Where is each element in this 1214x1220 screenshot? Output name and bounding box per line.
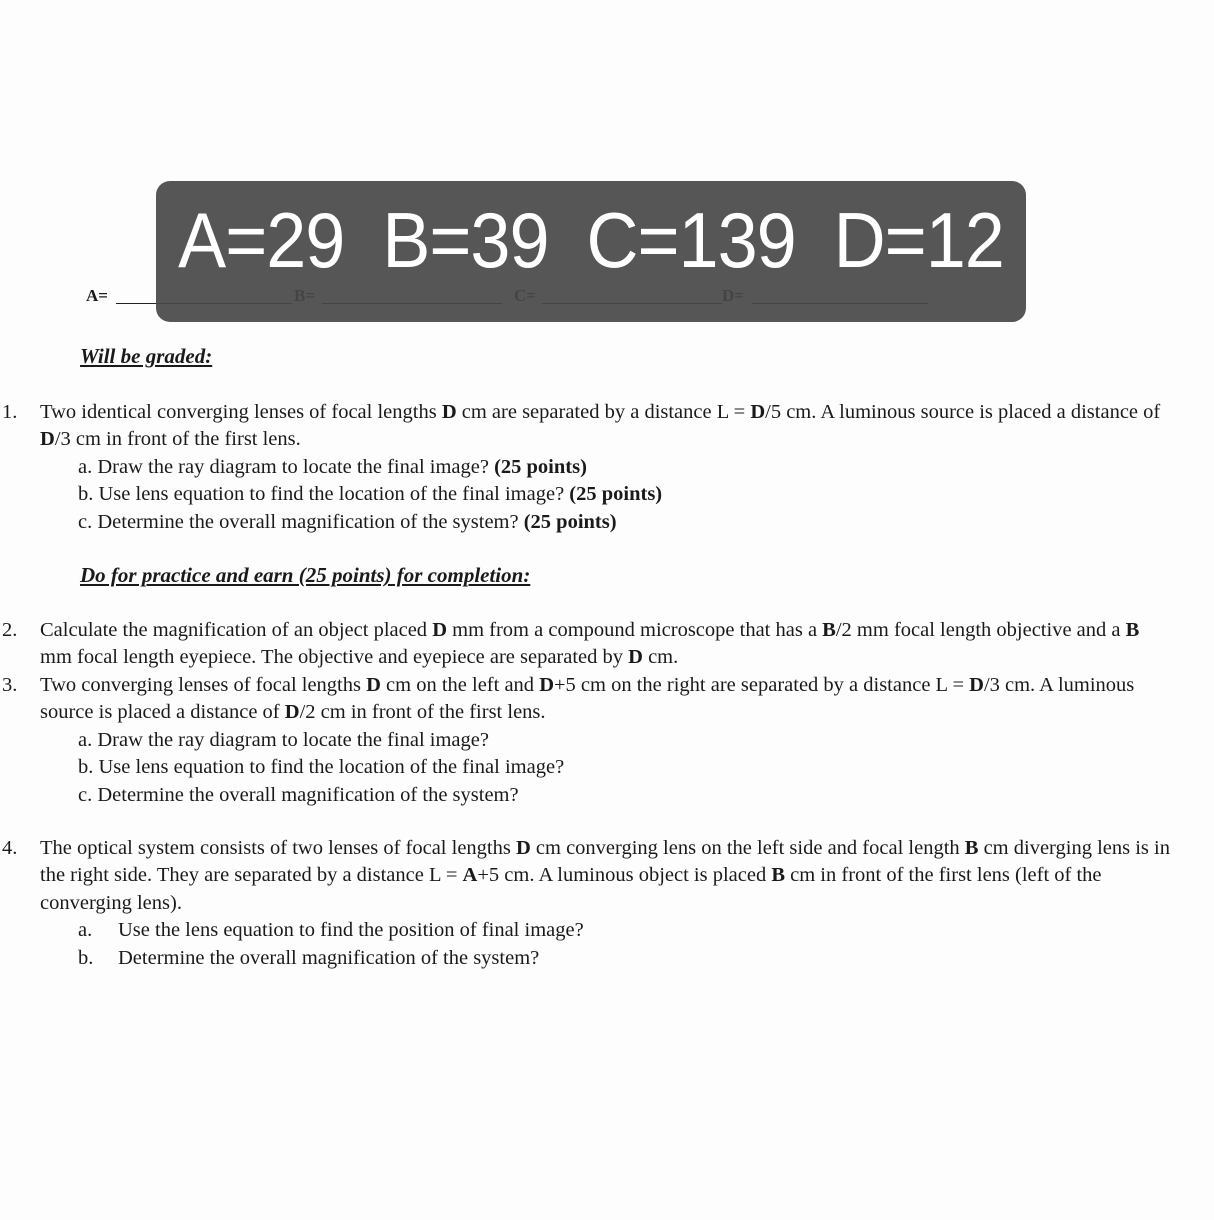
question-2-text (40, 617, 1172, 672)
variable-ref: D (515, 837, 531, 859)
text-run: +5 cm. A luminous object is placed (477, 864, 772, 887)
question-1-number: 1. (2, 401, 18, 423)
text-run: cm diverging lens is in the right side. They are separated by a distance L = (40, 837, 1170, 887)
question-3-text (40, 672, 1172, 727)
text-run: Two converging lenses of focal lengths (40, 674, 367, 696)
question-1-part-a (78, 454, 587, 481)
text-run: /3 cm in front of the first lens. (54, 428, 301, 451)
text-run: cm are separated by a distance L = (456, 401, 751, 423)
question-1-part-b-points: (25 points) (569, 483, 663, 505)
question-1-text (40, 399, 1172, 454)
question-1-part-c-text: c. Determine the overall magnification of the system? (78, 511, 524, 533)
question-4-part-a (78, 917, 584, 944)
text-run: cm in front of the first lens (left of the converging lens). (40, 864, 1102, 914)
question-3-number: 3. (2, 674, 18, 696)
values-overlay-text: A=29 B=39 C=139 D=12 (178, 197, 1004, 285)
text-run: Calculate the magnification of an object placed (40, 619, 433, 641)
text-run: +5 cm on the right are separated by a distance L = (554, 674, 970, 696)
question-4-part-b-letter: b. (78, 947, 94, 969)
variable-ref: D (441, 401, 457, 423)
text-run: cm. (642, 646, 679, 669)
variable-ref: D (539, 674, 554, 696)
question-1-part-c (78, 509, 617, 536)
text-run: Two identical converging lenses of focal lengths (40, 401, 442, 423)
question-3-part-a: a. Draw the ray diagram to locate the final image? (78, 729, 489, 751)
variable-ref: B (1125, 619, 1140, 641)
question-4-number: 4. (2, 837, 18, 859)
question-1-part-a-text: a. Draw the ray diagram to locate the final image? (78, 456, 495, 478)
variable-ref: B (771, 864, 786, 887)
graded-heading: Will be graded: (80, 344, 213, 368)
text-run: mm focal length eyepiece. The objective and eyepiece are separated by (40, 646, 629, 669)
question-1-part-b-text: b. Use lens equation to find the location of the final image? (78, 483, 570, 505)
variable-ref: D (366, 674, 381, 696)
variable-ref: A (462, 864, 478, 887)
variable-ref: D (750, 401, 766, 423)
variable-ref: D (628, 646, 643, 669)
variable-ref: B (822, 619, 836, 641)
question-1-part-a-points: (25 points) (494, 456, 587, 478)
question-4-part-b-text: Determine the overall magnification of the system? (118, 947, 540, 969)
text-run: /5 cm. A luminous source is placed a distance of (765, 401, 1161, 423)
blank-label-a: A= (86, 286, 108, 305)
text-run: The optical system consists of two lenses of focal lengths (40, 837, 516, 859)
variable-ref: D (432, 619, 447, 641)
text-run: cm on the left and (380, 674, 540, 696)
text-run: /3 cm. A luminous source is placed a distance of (40, 674, 1135, 724)
question-4-part-a-text: Use the lens equation to find the position of final image? (118, 919, 584, 941)
question-2-number: 2. (2, 619, 18, 641)
question-4-part-b (78, 945, 539, 972)
values-overlay (156, 181, 1026, 322)
question-3-part-c: c. Determine the overall magnification of the system? (78, 784, 519, 806)
question-1-part-c-points: (25 points) (523, 511, 617, 533)
variable-ref: D (969, 674, 984, 696)
variable-ref: B (964, 837, 979, 859)
text-run: cm converging lens on the left side and focal length (530, 837, 965, 859)
variable-ref: D (40, 428, 55, 451)
text-run: mm from a compound microscope that has a (447, 619, 823, 641)
question-4-text (40, 835, 1172, 917)
text-run: /2 mm focal length objective and a (835, 619, 1126, 641)
variable-ref: D (284, 701, 300, 724)
question-3-part-b: b. Use lens equation to find the location of the final image? (78, 756, 565, 778)
text-run: /2 cm in front of the first lens. (299, 701, 546, 724)
question-4-part-a-letter: a. (78, 919, 93, 941)
question-1-part-b (78, 481, 662, 508)
practice-heading: Do for practice and earn (25 points) for completion: (80, 563, 531, 587)
